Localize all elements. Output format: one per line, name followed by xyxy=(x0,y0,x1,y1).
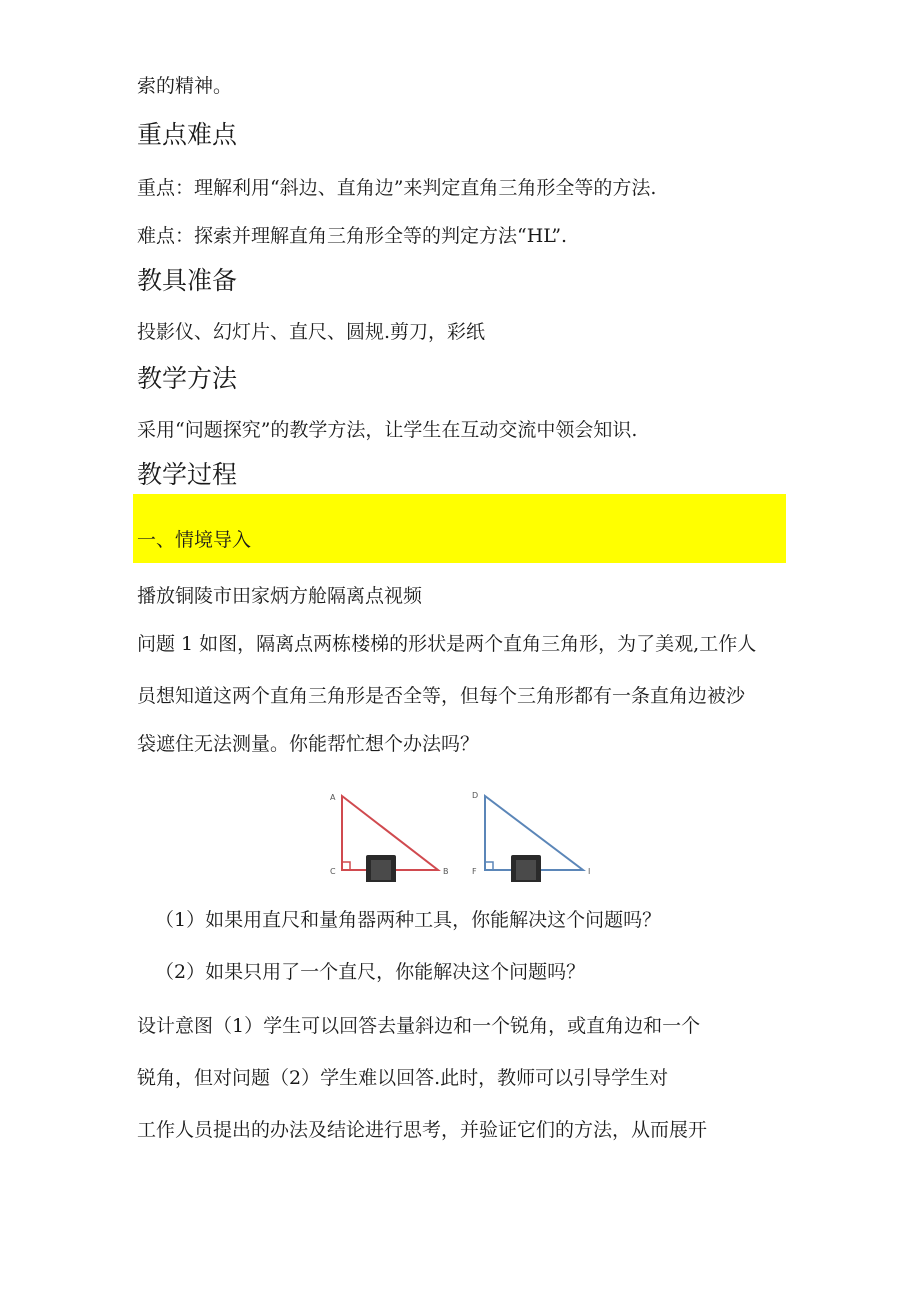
design-line-1: 设计意图（1）学生可以回答去量斜边和一个锐角，或直角边和一个 xyxy=(137,1015,701,1037)
design-line-3: 工作人员提出的办法及结论进行思考，并验证它们的方法，从而展开 xyxy=(137,1119,708,1141)
key-points-heading: 重点难点 xyxy=(137,120,238,149)
difficulty-text: 难点：探索并理解直角三角形全等的判定方法“HL”. xyxy=(137,225,568,247)
problem-line-1: 问题 1 如图，隔离点两栋楼梯的形状是两个直角三角形，为了美观,工作人 xyxy=(137,633,757,655)
question-2: （2）如果只用了一个直尺，你能解决这个问题吗？ xyxy=(155,961,586,983)
focus-text: 重点：理解利用“斜边、直角边”来判定直角三角形全等的方法. xyxy=(137,177,657,199)
tools-heading: 教具准备 xyxy=(137,266,238,295)
left-sandbag-highlight xyxy=(371,860,391,880)
problem-line-3: 袋遮住无法测量。你能帮忙想个办法吗？ xyxy=(137,733,480,755)
label-c: C xyxy=(330,867,336,876)
situation-intro-highlight xyxy=(133,494,786,563)
right-sandbag-highlight xyxy=(516,860,536,880)
left-right-angle-mark xyxy=(342,862,350,870)
right-right-angle-mark xyxy=(485,862,493,870)
label-f: F xyxy=(472,867,477,876)
question-1: （1）如果用直尺和量角器两种工具，你能解决这个问题吗？ xyxy=(155,909,662,931)
problem-line-2: 员想知道这两个直角三角形是否全等，但每个三角形都有一条直角边被沙 xyxy=(137,685,746,707)
methods-heading: 教学方法 xyxy=(137,364,238,393)
triangles-figure xyxy=(318,782,608,882)
triangles-diagram xyxy=(318,782,608,882)
label-a: A xyxy=(330,793,336,802)
tools-text: 投影仪、幻灯片、直尺、圆规.剪刀，彩纸 xyxy=(137,321,486,343)
design-line-2: 锐角，但对问题（2）学生难以回答.此时，教师可以引导学生对 xyxy=(137,1067,669,1089)
label-b: B xyxy=(443,867,449,876)
video-text: 播放铜陵市田家炳方舱隔离点视频 xyxy=(137,585,423,607)
situation-intro-subheading: 一、情境导入 xyxy=(137,529,252,551)
label-d: D xyxy=(472,791,479,800)
intro-tail-text: 索的精神。 xyxy=(137,75,233,97)
label-i: I xyxy=(588,867,591,876)
process-heading: 教学过程 xyxy=(137,460,238,489)
methods-text: 采用“问题探究”的教学方法，让学生在互动交流中领会知识. xyxy=(137,419,638,441)
